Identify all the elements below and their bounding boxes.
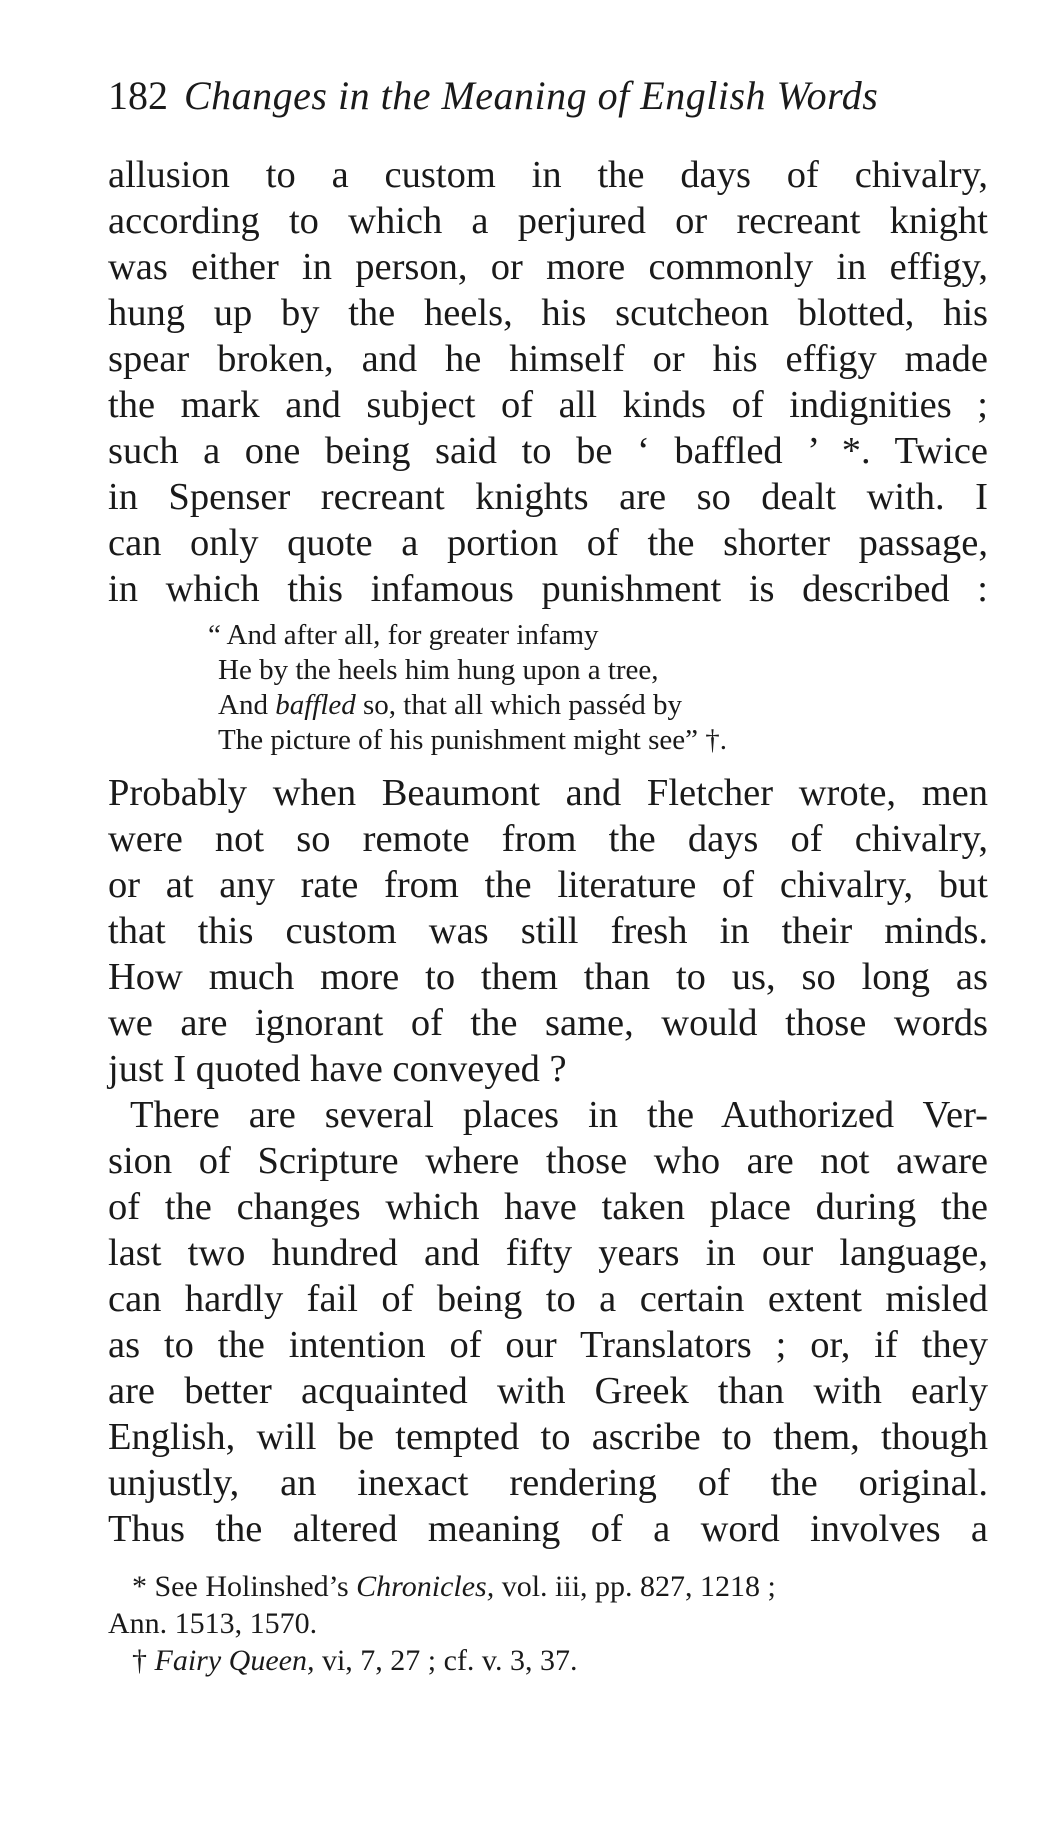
text-line: hung up by the heels, his scutcheon blotted, his (108, 292, 988, 334)
footnote-continuation: Ann. 1513, 1570. (108, 1607, 318, 1640)
text-line: such a one being said to be ‘ baffled ’ *. Twice (108, 430, 988, 472)
text-line: unjustly, an inexact rendering of the original. (108, 1462, 988, 1504)
verse-line (108, 688, 988, 723)
footnote-title: Chronicles, (356, 1570, 495, 1603)
footnotes (108, 1568, 988, 1679)
running-header (108, 68, 988, 124)
text-line: There are several places in the Authorized Ver- (130, 1094, 988, 1136)
text-line: the mark and subject of all kinds of indignities ; (108, 384, 988, 426)
text-line: Thus the altered meaning of a word involves a (108, 1508, 988, 1550)
footnote-title: Fairy Queen, (154, 1644, 315, 1677)
text-line: in Spenser recreant knights are so dealt with. I (108, 476, 988, 518)
paragraph-1 (108, 152, 988, 612)
text-line: are better acquainted with Greek than with early (108, 1370, 988, 1412)
verse-text: so, that all which passéd by (355, 689, 682, 721)
footnote-mark: † (132, 1644, 155, 1677)
verse-emphasis: baffled (275, 689, 356, 721)
body-text (108, 152, 988, 1679)
text-line: were not so remote from the days of chivalry, (108, 818, 988, 860)
footnote-gap (108, 1552, 988, 1568)
running-title: Changes in the Meaning of English Words (184, 73, 879, 118)
text-line: that this custom was still fresh in their minds. (108, 910, 988, 952)
verse-quotation (108, 618, 988, 758)
verse-text: And (218, 689, 276, 721)
text-line: English, will be tempted to ascribe to them, though (108, 1416, 988, 1458)
text-line: we are ignorant of the same, would those words (108, 1002, 988, 1044)
text-line: according to which a perjured or recreant knight (108, 200, 988, 242)
text-line: in which this infamous punishment is described : (108, 568, 988, 610)
text-line: Probably when Beaumont and Fletcher wrote, men (108, 772, 988, 814)
text-line: can hardly fail of being to a certain extent misled (108, 1278, 988, 1320)
page-number: 182 (108, 73, 168, 118)
text-line: sion of Scripture where those who are not aware (108, 1140, 988, 1182)
verse-line: “ And after all, for greater infamy (208, 619, 599, 651)
paragraph-2 (108, 770, 988, 1092)
text-line: allusion to a custom in the days of chivalry, (108, 154, 988, 196)
footnote (108, 1568, 988, 1605)
text-line: spear broken, and he himself or his effigy made (108, 338, 988, 380)
text-line: was either in person, or more commonly in effigy, (108, 246, 988, 288)
text-line: of the changes which have taken place during the (108, 1186, 988, 1228)
footnote-text: vi, 7, 27 ; cf. v. 3, 37. (314, 1644, 578, 1677)
footnote-text: * See Holinshed’s (132, 1570, 357, 1603)
footnote-text: vol. iii, pp. 827, 1218 ; (494, 1570, 776, 1603)
text-line: or at any rate from the literature of chivalry, but (108, 864, 988, 906)
text-line: as to the intention of our Translators ; or, if they (108, 1324, 988, 1366)
text-line: can only quote a portion of the shorter passage, (108, 522, 988, 564)
text-line: last two hundred and fifty years in our language, (108, 1232, 988, 1274)
text-line: just I quoted have conveyed ? (108, 1048, 567, 1090)
footnote (108, 1642, 988, 1679)
paragraph-3 (108, 1092, 988, 1552)
verse-line: He by the heels him hung upon a tree, (218, 654, 659, 686)
text-line: How much more to them than to us, so long as (108, 956, 988, 998)
verse-line: The picture of his punishment might see” †. (218, 724, 728, 756)
